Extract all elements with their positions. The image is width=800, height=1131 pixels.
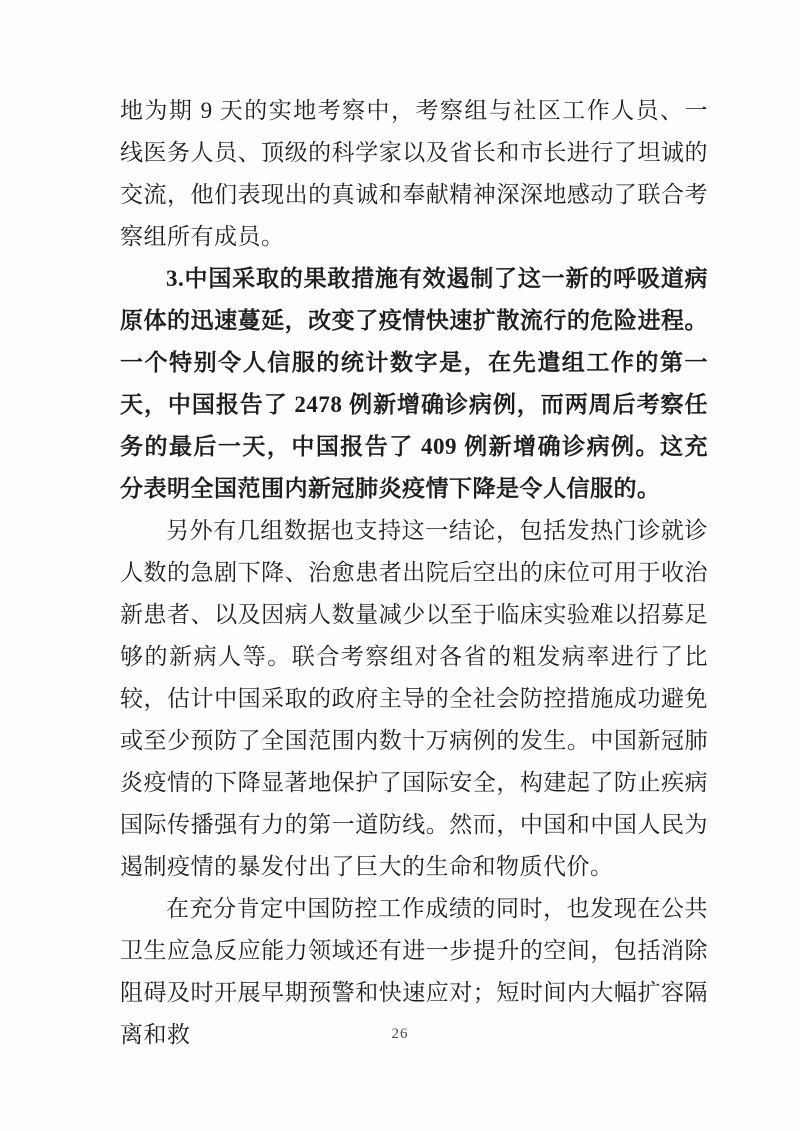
paragraph-2: 3.中国采取的果敢措施有效遏制了这一新的呼吸道病原体的迅速蔓延，改变了疫情快速扩散流行的危险进程。一个特别令人信服的统计数字是，在先遣组工作的第一天，中国报告了 2478 例新增确诊病例，而两周后考察任务的最后一天，中国报告了 409 例新增确诊病例。这充分表明全国范围内新冠肺炎疫情下降是令人信服的。 [120, 266, 708, 501]
page-body-text [120, 90, 708, 1056]
paragraph-1: 地为期 9 天的实地考察中，考察组与社区工作人员、一线医务人员、顶级的科学家以及省长和市长进行了坦诚的交流，他们表现出的真诚和奉献精神深深地感动了联合考察组所有成员。 [120, 98, 708, 249]
paragraph-4: 在充分肯定中国防控工作成绩的同时，也发现在公共卫生应急反应能力领域还有进一步提升的空间，包括消除阻碍及时开展早期预警和快速应对；短时间内大幅扩容隔离和救 [120, 896, 708, 1047]
page-number: 26 [391, 1026, 409, 1042]
paragraph-3: 另外有几组数据也支持这一结论，包括发热门诊就诊人数的急剧下降、治愈患者出院后空出的床位可用于收治新患者、以及因病人数量减少以至于临床实验难以招募足够的新病人等。联合考察组对各省的粗发病率进行了比较，估计中国采取的政府主导的全社会防控措施成功避免或至少预防了全国范围内数十万病例的发生。中国新冠肺炎疫情的下降显著地保护了国际安全，构建起了防止疾病国际传播强有力的第一道防线。然而，中国和中国人民为遏制疫情的暴发付出了巨大的生命和物质代价。 [120, 518, 708, 879]
page-footer [0, 1026, 800, 1043]
